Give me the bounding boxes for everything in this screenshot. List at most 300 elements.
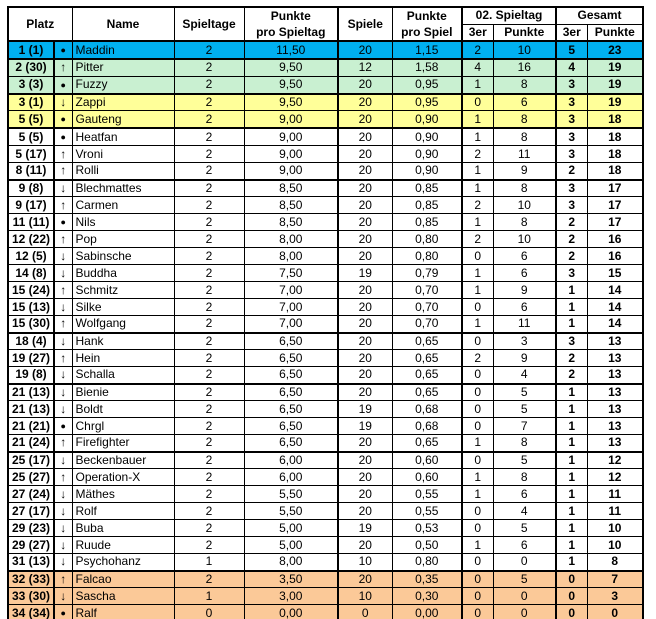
punkte-pro-spieltag-cell: 7,00 — [244, 316, 338, 333]
spiele-cell: 20 — [338, 503, 392, 520]
player-name: Gauteng — [72, 111, 174, 129]
spieltag02-punkte-cell: 6 — [493, 265, 556, 282]
spieltag02-3er-cell: 0 — [462, 94, 493, 111]
spieltag02-3er-cell: 1 — [462, 486, 493, 503]
punkte-pro-spiel-cell: 0,53 — [392, 520, 462, 537]
gesamt-3er-cell: 1 — [556, 537, 587, 554]
table-row — [8, 554, 643, 571]
gesamt-3er-cell: 2 — [556, 231, 587, 248]
punkte-pro-spieltag-cell: 6,50 — [244, 418, 338, 435]
spieltag02-punkte-cell: 8 — [493, 76, 556, 94]
spieltag02-3er-cell: 2 — [462, 146, 493, 163]
punkte-pro-spiel-cell: 0,90 — [392, 111, 462, 129]
gesamt-3er-cell: 1 — [556, 316, 587, 333]
spieltag02-3er-cell: 0 — [462, 503, 493, 520]
spieltage-cell: 1 — [174, 554, 244, 571]
player-name: Rolli — [72, 163, 174, 180]
player-name: Beckenbauer — [72, 452, 174, 469]
spieltag02-punkte-cell: 5 — [493, 384, 556, 401]
table-row — [8, 520, 643, 537]
spieltag02-3er-cell: 0 — [462, 299, 493, 316]
rank-up-icon: ↑ — [54, 197, 72, 214]
rank-dot-icon: ● — [54, 41, 72, 59]
player-name: Sabinsche — [72, 248, 174, 265]
rank-up-icon: ↑ — [54, 469, 72, 486]
rank-cell: 25 (17) — [8, 452, 54, 469]
table-row — [8, 59, 643, 76]
table-row — [8, 401, 643, 418]
spiele-cell: 20 — [338, 333, 392, 350]
punkte-pro-spieltag-cell: 9,00 — [244, 163, 338, 180]
rank-cell: 9 (17) — [8, 197, 54, 214]
spieltag02-3er-cell: 1 — [462, 469, 493, 486]
spieltag02-3er-cell: 1 — [462, 180, 493, 197]
punkte-pro-spieltag-cell: 6,50 — [244, 384, 338, 401]
rank-cell: 27 (24) — [8, 486, 54, 503]
spieltag02-3er-cell: 0 — [462, 384, 493, 401]
punkte-pro-spieltag-cell: 8,00 — [244, 554, 338, 571]
punkte-pro-spiel-cell: 0,30 — [392, 588, 462, 605]
spieltag02-punkte-cell: 0 — [493, 554, 556, 571]
spieltage-cell: 2 — [174, 231, 244, 248]
rank-dot-icon: ● — [54, 76, 72, 94]
rank-up-icon: ↑ — [54, 435, 72, 452]
spiele-cell: 20 — [338, 367, 392, 384]
rank-cell: 19 (8) — [8, 367, 54, 384]
gesamt-3er-cell: 1 — [556, 401, 587, 418]
punkte-pro-spieltag-cell: 8,00 — [244, 248, 338, 265]
punkte-pro-spieltag-cell: 6,50 — [244, 333, 338, 350]
spiele-cell: 20 — [338, 41, 392, 59]
gesamt-punkte-cell: 13 — [587, 333, 643, 350]
punkte-pro-spiel-cell: 0,68 — [392, 401, 462, 418]
player-name: Firefighter — [72, 435, 174, 452]
rank-cell: 21 (24) — [8, 435, 54, 452]
spieltage-cell: 2 — [174, 316, 244, 333]
spieltage-cell: 1 — [174, 588, 244, 605]
punkte-pro-spieltag-cell: 5,50 — [244, 503, 338, 520]
player-name: Nils — [72, 214, 174, 231]
punkte-pro-spieltag-cell: 11,50 — [244, 41, 338, 59]
spiele-cell: 20 — [338, 469, 392, 486]
gesamt-punkte-cell: 23 — [587, 41, 643, 59]
gesamt-3er-cell: 3 — [556, 94, 587, 111]
spiele-cell: 20 — [338, 350, 392, 367]
punkte-pro-spiel-cell: 0,85 — [392, 197, 462, 214]
rank-cell: 19 (27) — [8, 350, 54, 367]
spieltage-cell: 2 — [174, 59, 244, 76]
punkte-pro-spiel-cell: 0,65 — [392, 384, 462, 401]
spieltage-cell: 2 — [174, 214, 244, 231]
spieltag02-3er-cell: 4 — [462, 59, 493, 76]
spiele-cell: 20 — [338, 111, 392, 129]
spieltag02-punkte-cell: 11 — [493, 316, 556, 333]
rank-cell: 1 (1) — [8, 41, 54, 59]
gesamt-punkte-cell: 17 — [587, 214, 643, 231]
rank-up-icon: ↑ — [54, 571, 72, 588]
spieltag02-punkte-cell: 10 — [493, 41, 556, 59]
punkte-pro-spieltag-cell: 9,00 — [244, 111, 338, 129]
spiele-cell: 10 — [338, 588, 392, 605]
spiele-cell: 19 — [338, 418, 392, 435]
punkte-pro-spiel-cell: 0,55 — [392, 503, 462, 520]
player-name: Vroni — [72, 146, 174, 163]
header-line: pro Spiel — [401, 25, 453, 39]
player-name: Blechmattes — [72, 180, 174, 197]
rank-cell: 33 (30) — [8, 588, 54, 605]
rank-cell: 27 (17) — [8, 503, 54, 520]
spieltag02-punkte-cell: 7 — [493, 418, 556, 435]
player-name: Operation-X — [72, 469, 174, 486]
spieltage-cell: 2 — [174, 76, 244, 94]
spieltag02-3er-cell: 0 — [462, 520, 493, 537]
spieltage-cell: 0 — [174, 605, 244, 619]
spieltag02-punkte-cell: 0 — [493, 588, 556, 605]
spieltage-cell: 2 — [174, 503, 244, 520]
spieltage-cell: 2 — [174, 418, 244, 435]
punkte-pro-spiel-cell: 0,90 — [392, 128, 462, 146]
table-row — [8, 418, 643, 435]
player-name: Psychohanz — [72, 554, 174, 571]
player-name: Heatfan — [72, 128, 174, 146]
gesamt-punkte-cell: 14 — [587, 316, 643, 333]
rank-dot-icon: ● — [54, 418, 72, 435]
table-row — [8, 452, 643, 469]
spieltag02-3er-cell: 1 — [462, 111, 493, 129]
gesamt-punkte-cell: 18 — [587, 111, 643, 129]
gesamt-3er-cell: 1 — [556, 435, 587, 452]
column-header-punkte-spieltag: Punkte — [493, 24, 556, 41]
spiele-cell: 20 — [338, 128, 392, 146]
punkte-pro-spiel-cell: 0,35 — [392, 571, 462, 588]
punkte-pro-spieltag-cell: 6,00 — [244, 469, 338, 486]
rank-dot-icon: ● — [54, 605, 72, 619]
spieltag02-punkte-cell: 8 — [493, 128, 556, 146]
spiele-cell: 20 — [338, 316, 392, 333]
table-row — [8, 486, 643, 503]
table-row — [8, 316, 643, 333]
gesamt-punkte-cell: 12 — [587, 452, 643, 469]
gesamt-punkte-cell: 17 — [587, 180, 643, 197]
table-row — [8, 180, 643, 197]
table-row — [8, 384, 643, 401]
column-header-spieltage: Spieltage — [174, 7, 244, 41]
spieltage-cell: 2 — [174, 265, 244, 282]
rank-up-icon: ↑ — [54, 350, 72, 367]
spieltage-cell: 2 — [174, 350, 244, 367]
spiele-cell: 20 — [338, 76, 392, 94]
spieltag02-punkte-cell: 9 — [493, 350, 556, 367]
spieltag02-3er-cell: 1 — [462, 76, 493, 94]
punkte-pro-spiel-cell: 0,50 — [392, 537, 462, 554]
rank-cell: 32 (33) — [8, 571, 54, 588]
table-row — [8, 41, 643, 59]
spieltag02-punkte-cell: 5 — [493, 571, 556, 588]
spieltage-cell: 2 — [174, 197, 244, 214]
spieltage-cell: 2 — [174, 282, 244, 299]
rank-cell: 21 (21) — [8, 418, 54, 435]
gesamt-3er-cell: 3 — [556, 76, 587, 94]
punkte-pro-spiel-cell: 0,60 — [392, 469, 462, 486]
punkte-pro-spieltag-cell: 9,50 — [244, 76, 338, 94]
rank-dot-icon: ● — [54, 111, 72, 129]
player-name: Maddin — [72, 41, 174, 59]
punkte-pro-spiel-cell: 0,68 — [392, 418, 462, 435]
rank-down-icon: ↓ — [54, 333, 72, 350]
gesamt-punkte-cell: 18 — [587, 146, 643, 163]
spieltag02-3er-cell: 0 — [462, 554, 493, 571]
gesamt-punkte-cell: 14 — [587, 282, 643, 299]
punkte-pro-spiel-cell: 0,70 — [392, 316, 462, 333]
standings-body — [8, 41, 643, 619]
column-header-name: Name — [72, 7, 174, 41]
gesamt-3er-cell: 1 — [556, 452, 587, 469]
table-row — [8, 282, 643, 299]
spieltag02-3er-cell: 1 — [462, 265, 493, 282]
spiele-cell: 20 — [338, 146, 392, 163]
spiele-cell: 20 — [338, 537, 392, 554]
player-name: Rolf — [72, 503, 174, 520]
gesamt-punkte-cell: 19 — [587, 94, 643, 111]
spieltag02-punkte-cell: 5 — [493, 520, 556, 537]
spieltag02-3er-cell: 0 — [462, 418, 493, 435]
spieltag02-punkte-cell: 6 — [493, 299, 556, 316]
spieltag02-3er-cell: 0 — [462, 401, 493, 418]
gesamt-punkte-cell: 17 — [587, 197, 643, 214]
rank-cell: 29 (27) — [8, 537, 54, 554]
punkte-pro-spieltag-cell: 7,00 — [244, 299, 338, 316]
spieltag02-3er-cell: 0 — [462, 333, 493, 350]
punkte-pro-spiel-cell: 1,15 — [392, 41, 462, 59]
spieltage-cell: 2 — [174, 41, 244, 59]
player-name: Schmitz — [72, 282, 174, 299]
spiele-cell: 20 — [338, 231, 392, 248]
punkte-pro-spieltag-cell: 5,50 — [244, 486, 338, 503]
spiele-cell: 10 — [338, 554, 392, 571]
player-name: Wolfgang — [72, 316, 174, 333]
punkte-pro-spieltag-cell: 0,00 — [244, 605, 338, 619]
rank-cell: 5 (5) — [8, 111, 54, 129]
gesamt-punkte-cell: 10 — [587, 520, 643, 537]
spieltag02-punkte-cell: 10 — [493, 231, 556, 248]
gesamt-3er-cell: 1 — [556, 418, 587, 435]
table-header — [8, 7, 643, 41]
gesamt-punkte-cell: 15 — [587, 265, 643, 282]
punkte-pro-spieltag-cell: 9,50 — [244, 94, 338, 111]
gesamt-3er-cell: 3 — [556, 333, 587, 350]
player-name: Schalla — [72, 367, 174, 384]
rank-down-icon: ↓ — [54, 94, 72, 111]
spieltage-cell: 2 — [174, 180, 244, 197]
standings-table — [7, 6, 644, 619]
player-name: Zappi — [72, 94, 174, 111]
gesamt-3er-cell: 0 — [556, 571, 587, 588]
rank-cell: 15 (24) — [8, 282, 54, 299]
spieltag02-punkte-cell: 6 — [493, 486, 556, 503]
spieltag02-3er-cell: 1 — [462, 214, 493, 231]
spiele-cell: 20 — [338, 282, 392, 299]
player-name: Falcao — [72, 571, 174, 588]
spiele-cell: 20 — [338, 94, 392, 111]
spiele-cell: 20 — [338, 452, 392, 469]
punkte-pro-spiel-cell: 0,65 — [392, 333, 462, 350]
column-header-3er-spieltag: 3er — [462, 24, 493, 41]
spiele-cell: 20 — [338, 180, 392, 197]
rank-down-icon: ↓ — [54, 367, 72, 384]
player-name: Silke — [72, 299, 174, 316]
spiele-cell: 20 — [338, 486, 392, 503]
spiele-cell: 19 — [338, 520, 392, 537]
punkte-pro-spiel-cell: 0,90 — [392, 163, 462, 180]
table-row — [8, 350, 643, 367]
rank-cell: 3 (3) — [8, 76, 54, 94]
table-row — [8, 435, 643, 452]
spieltage-cell: 2 — [174, 367, 244, 384]
spiele-cell: 12 — [338, 59, 392, 76]
punkte-pro-spiel-cell: 0,70 — [392, 299, 462, 316]
rank-down-icon: ↓ — [54, 554, 72, 571]
gesamt-punkte-cell: 19 — [587, 76, 643, 94]
column-header-punkte-pro-spieltag — [244, 7, 338, 41]
spieltag02-punkte-cell: 5 — [493, 401, 556, 418]
table-row — [8, 146, 643, 163]
gesamt-punkte-cell: 13 — [587, 418, 643, 435]
player-name: Hein — [72, 350, 174, 367]
table-row — [8, 231, 643, 248]
player-name: Carmen — [72, 197, 174, 214]
column-header-platz: Platz — [8, 7, 72, 41]
rank-down-icon: ↓ — [54, 299, 72, 316]
punkte-pro-spiel-cell: 1,58 — [392, 59, 462, 76]
spiele-cell: 19 — [338, 401, 392, 418]
player-name: Ralf — [72, 605, 174, 619]
punkte-pro-spiel-cell: 0,65 — [392, 367, 462, 384]
punkte-pro-spieltag-cell: 5,00 — [244, 520, 338, 537]
table-row — [8, 299, 643, 316]
spiele-cell: 20 — [338, 571, 392, 588]
spieltag02-punkte-cell: 4 — [493, 367, 556, 384]
punkte-pro-spieltag-cell: 6,50 — [244, 401, 338, 418]
punkte-pro-spiel-cell: 0,60 — [392, 452, 462, 469]
header-line: Punkte — [406, 9, 447, 23]
rank-cell: 8 (11) — [8, 163, 54, 180]
gesamt-3er-cell: 3 — [556, 180, 587, 197]
punkte-pro-spiel-cell: 0,90 — [392, 146, 462, 163]
rank-down-icon: ↓ — [54, 520, 72, 537]
rank-up-icon: ↑ — [54, 59, 72, 76]
gesamt-3er-cell: 1 — [556, 299, 587, 316]
spieltag02-3er-cell: 0 — [462, 367, 493, 384]
group-header-gesamt: Gesamt — [556, 7, 643, 24]
punkte-pro-spieltag-cell: 6,00 — [244, 452, 338, 469]
spieltag02-punkte-cell: 8 — [493, 469, 556, 486]
spiele-cell: 20 — [338, 214, 392, 231]
rank-up-icon: ↑ — [54, 316, 72, 333]
gesamt-3er-cell: 3 — [556, 128, 587, 146]
punkte-pro-spieltag-cell: 9,50 — [244, 59, 338, 76]
punkte-pro-spieltag-cell: 9,00 — [244, 146, 338, 163]
gesamt-3er-cell: 2 — [556, 248, 587, 265]
spieltag02-punkte-cell: 8 — [493, 180, 556, 197]
table-row — [8, 265, 643, 282]
gesamt-punkte-cell: 18 — [587, 163, 643, 180]
gesamt-punkte-cell: 13 — [587, 401, 643, 418]
rank-cell: 14 (8) — [8, 265, 54, 282]
rank-down-icon: ↓ — [54, 180, 72, 197]
rank-up-icon: ↑ — [54, 282, 72, 299]
column-header-punkte-gesamt: Punkte — [587, 24, 643, 41]
gesamt-punkte-cell: 13 — [587, 350, 643, 367]
punkte-pro-spieltag-cell: 8,50 — [244, 180, 338, 197]
gesamt-3er-cell: 1 — [556, 503, 587, 520]
gesamt-punkte-cell: 0 — [587, 605, 643, 619]
rank-up-icon: ↑ — [54, 231, 72, 248]
punkte-pro-spiel-cell: 0,70 — [392, 282, 462, 299]
rank-up-icon: ↑ — [54, 163, 72, 180]
spieltag02-3er-cell: 1 — [462, 537, 493, 554]
spieltage-cell: 2 — [174, 537, 244, 554]
table-row — [8, 333, 643, 350]
rank-down-icon: ↓ — [54, 265, 72, 282]
column-header-3er-gesamt: 3er — [556, 24, 587, 41]
gesamt-3er-cell: 1 — [556, 554, 587, 571]
rank-cell: 12 (22) — [8, 231, 54, 248]
punkte-pro-spieltag-cell: 3,50 — [244, 571, 338, 588]
gesamt-punkte-cell: 19 — [587, 59, 643, 76]
punkte-pro-spieltag-cell: 8,50 — [244, 214, 338, 231]
rank-down-icon: ↓ — [54, 248, 72, 265]
spiele-cell: 20 — [338, 299, 392, 316]
rank-down-icon: ↓ — [54, 452, 72, 469]
table-row — [8, 469, 643, 486]
punkte-pro-spiel-cell: 0,55 — [392, 486, 462, 503]
rank-down-icon: ↓ — [54, 486, 72, 503]
table-row — [8, 605, 643, 619]
spieltag02-punkte-cell: 6 — [493, 537, 556, 554]
gesamt-punkte-cell: 8 — [587, 554, 643, 571]
spieltage-cell: 2 — [174, 128, 244, 146]
spieltag02-3er-cell: 0 — [462, 588, 493, 605]
spiele-cell: 20 — [338, 248, 392, 265]
punkte-pro-spieltag-cell: 8,50 — [244, 197, 338, 214]
header-line: pro Spieltag — [256, 25, 326, 39]
punkte-pro-spiel-cell: 0,65 — [392, 350, 462, 367]
rank-cell: 31 (13) — [8, 554, 54, 571]
rank-cell: 21 (13) — [8, 401, 54, 418]
player-name: Pop — [72, 231, 174, 248]
gesamt-3er-cell: 1 — [556, 282, 587, 299]
punkte-pro-spiel-cell: 0,95 — [392, 76, 462, 94]
spieltage-cell: 2 — [174, 333, 244, 350]
spieltage-cell: 2 — [174, 299, 244, 316]
spieltag02-punkte-cell: 9 — [493, 163, 556, 180]
rank-cell: 34 (34) — [8, 605, 54, 619]
rank-cell: 5 (17) — [8, 146, 54, 163]
gesamt-punkte-cell: 16 — [587, 248, 643, 265]
rank-down-icon: ↓ — [54, 384, 72, 401]
gesamt-3er-cell: 3 — [556, 265, 587, 282]
rank-cell: 15 (13) — [8, 299, 54, 316]
rank-cell: 25 (27) — [8, 469, 54, 486]
rank-up-icon: ↑ — [54, 146, 72, 163]
gesamt-3er-cell: 2 — [556, 350, 587, 367]
player-name: Ruude — [72, 537, 174, 554]
rank-cell: 11 (11) — [8, 214, 54, 231]
player-name: Boldt — [72, 401, 174, 418]
spieltag02-3er-cell: 2 — [462, 41, 493, 59]
player-name: Hank — [72, 333, 174, 350]
spieltage-cell: 2 — [174, 401, 244, 418]
